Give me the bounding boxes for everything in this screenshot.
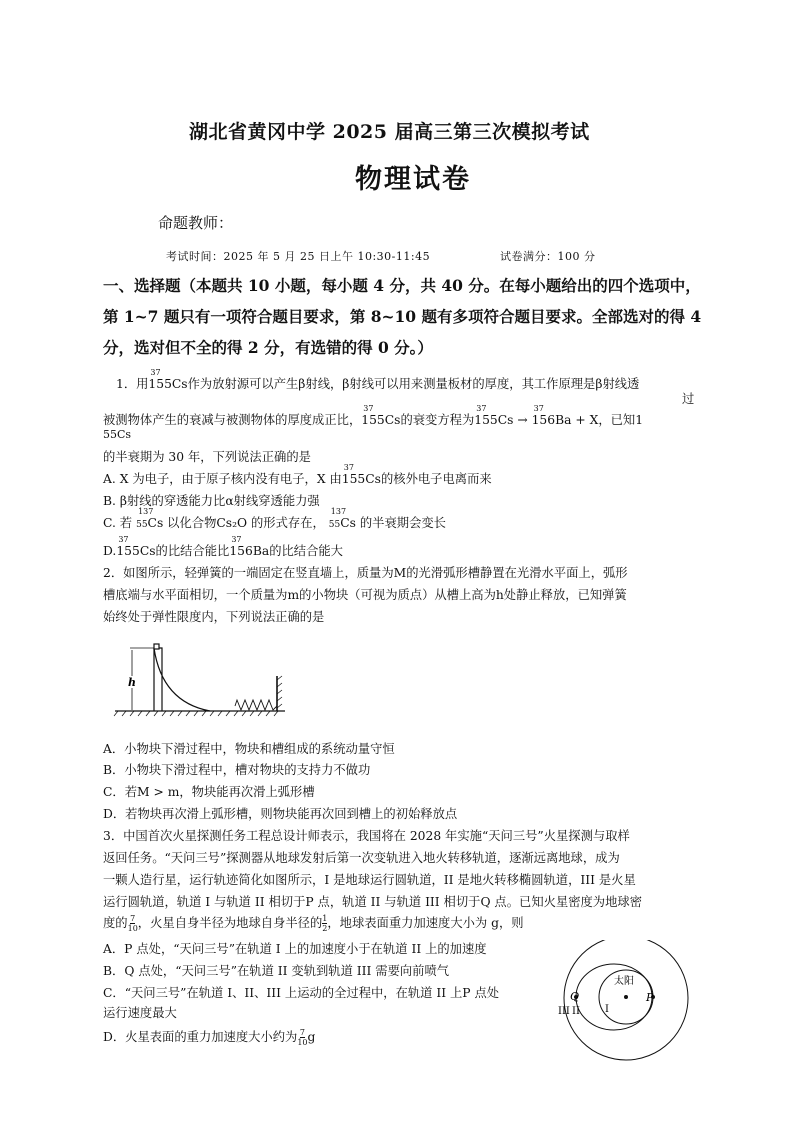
q1-option-c: C. 若 137 55Cs 以化合物Cs₂O 的形式存在， 137 55Cs 的半衰期会变长 xyxy=(103,507,446,530)
section-heading-line3: 分，选对但不全的得 2 分，有选错的得 0 分。） xyxy=(103,338,433,357)
cs155-isotope: 37 155Cs xyxy=(148,368,188,391)
q3-line1: 3．中国首次火星探测任务工程总设计师表示，我国将在 2028 年实施“天问三号”火星探测与取样 xyxy=(103,829,630,843)
q2-option-a: A．小物块下滑过程中，物块和槽组成的系统动量守恒 xyxy=(103,742,395,756)
q3-option-d: D．火星表面的重力加速度大小约为 $\frac{7}{10}$ g xyxy=(103,1028,316,1047)
q2-option-c: C．若M > m，物块能再次滑上弧形槽 xyxy=(103,785,315,799)
sun-label: 太阳 xyxy=(614,976,634,987)
exam-title: 湖北省黄冈中学 2025 届高三第三次模拟考试 xyxy=(189,121,590,143)
author-label: 命题教师： xyxy=(158,214,234,232)
p-label: P xyxy=(646,991,654,1004)
q1-guo: 过 xyxy=(682,392,695,406)
small-block xyxy=(154,644,159,649)
q3-option-c-line1: C．“天问三号”在轨道 I、II、III 上运动的全过程中，在轨道 II 上P 点处 xyxy=(103,986,500,1000)
q2-line3: 始终处于弹性限度内，下列说法正确的是 xyxy=(103,610,325,624)
spring xyxy=(235,700,277,710)
q3-line5: 度的 $\frac{7}{10}$ ，火星自身半径为地球自身半径的 $\frac{1}{2}$ ，地球表面重力加速度大小为 g，则 xyxy=(103,914,524,933)
q2-option-d: D．若物块再次滑上弧形槽，则物块能再次回到槽上的初始释放点 xyxy=(103,807,458,821)
q3-line2: 返回任务。“天问三号”探测器从地球发射后第一次变轨进入地火转移轨道，逐渐远离地球，成为 xyxy=(103,851,620,865)
height-label: h xyxy=(128,676,136,689)
label-iii: III xyxy=(558,1006,570,1017)
q1-line1: 1．用 37 155Cs作为放射源可以产生β射线，β射线可以用来测量板材的厚度，其工作原理是β射线透 xyxy=(116,368,640,391)
full-score: 试卷满分：100 分 xyxy=(500,250,596,263)
q1-line4: 的半衰期为 30 年，下列说法正确的是 xyxy=(103,450,311,464)
subject-title: 物理试卷 xyxy=(355,164,471,195)
q-label: Q xyxy=(570,990,580,1003)
q1-line2: 被测物体产生的衰减与被测物体的厚度成正比， 37 155Cs的衰变方程为 37 155Cs → 37 156Ba + X，已知1 xyxy=(103,404,644,427)
q2-line2: 槽底端与水平面相切，一个质量为m的小物块（可视为质点）从槽上高为h处静止释放，已知弹簧 xyxy=(103,588,627,602)
exam-time: 考试时间：2025 年 5 月 25 日上午 10:30-11:45 xyxy=(166,250,431,263)
label-i: I xyxy=(605,1004,609,1015)
q1-option-d: D. 37 155Cs的比结合能比 37 156Ba的比结合能大 xyxy=(103,535,343,558)
q3-line3: 一颗人造行星，运行轨迹简化如图所示，I 是地球运行圆轨道，II 是地火转移椭圆轨道，III 是火星 xyxy=(103,873,636,887)
q3-option-a: A．P 点处，“天问三号”在轨道 I 上的加速度小于在轨道 II 上的加速度 xyxy=(103,942,487,956)
fraction-7-10: $\frac{7}{10}$ xyxy=(127,914,138,933)
q3-line4: 运行圆轨道，轨道 I 与轨道 II 相切于P 点，轨道 II 与轨道 III 相切于Q 点。已知火星密度为地球密 xyxy=(103,895,642,909)
q3-option-c-line2: 运行速度最大 xyxy=(103,1006,177,1020)
q2-line1: 2．如图所示，轻弹簧的一端固定在竖直墙上，质量为M的光滑弧形槽静置在光滑水平面上，弧形 xyxy=(103,566,628,580)
section-heading-line1: 一、选择题（本题共 10 小题，每小题 4 分，共 40 分。在每小题给出的四个选项中， xyxy=(103,276,701,295)
q1-option-b: B. β射线的穿透能力比α射线穿透能力强 xyxy=(103,494,320,508)
arc-groove xyxy=(154,648,210,711)
orbit-iii xyxy=(564,940,688,1060)
section-heading-line2: 第 1~7 题只有一项符合题目要求，第 8~10 题有多项符合题目要求。全部选对的得 4 xyxy=(103,307,702,326)
q2-figure xyxy=(110,640,290,720)
q3-option-b: B．Q 点处，“天问三号”在轨道 II 变轨到轨道 III 需要向前喷气 xyxy=(103,964,450,978)
q1-line3: 55Cs xyxy=(103,428,132,441)
q1-option-a: A. X 为电子，由于原子核内没有电子，X 由 37 155Cs的核外电子电离而来 xyxy=(103,463,492,486)
ground-hatch xyxy=(114,711,278,716)
orbit-figure xyxy=(550,940,700,1070)
sun-dot xyxy=(624,995,628,999)
label-ii: II xyxy=(572,1006,580,1017)
fraction-1-2: $\frac{1}{2}$ xyxy=(322,914,328,933)
q2-option-b: B．小物块下滑过程中，槽对物块的支持力不做功 xyxy=(103,763,371,777)
